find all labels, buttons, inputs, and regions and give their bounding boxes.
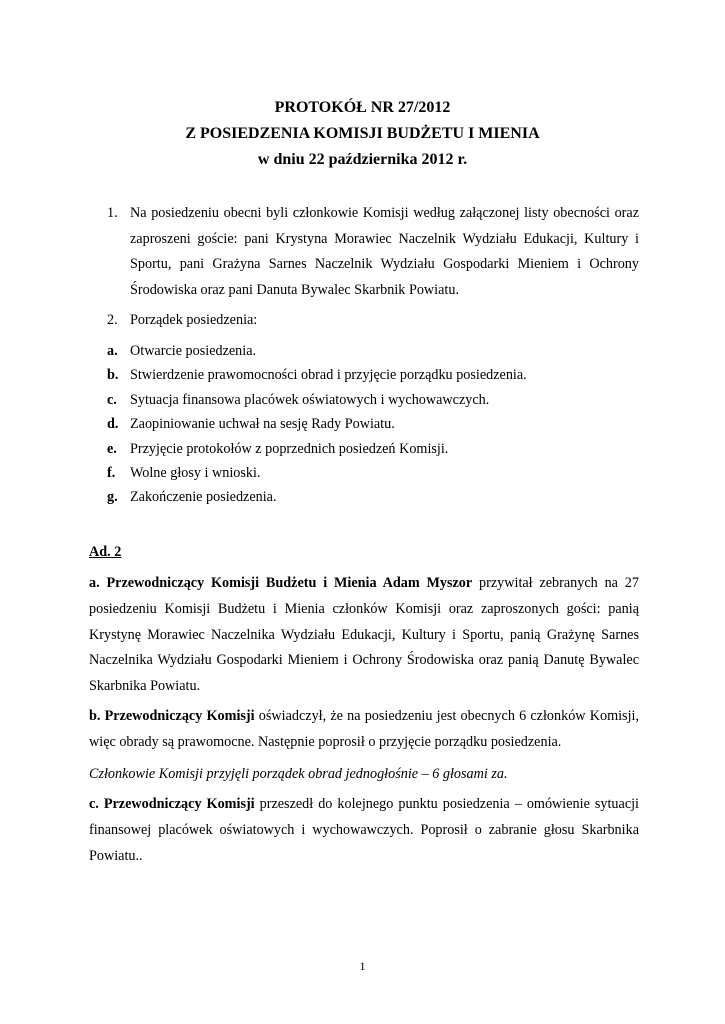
list-item-label: f.	[107, 464, 116, 481]
paragraph-b-text: oświadczył, że na posiedzeniu jest obecnych 6 członków Komisji, więc obrady są prawomocne. Następnie poprosił o przyjęcie porządku posiedzenia.	[89, 708, 639, 750]
numbered-item-agenda	[89, 308, 639, 334]
list-item-text: Zakończenie posiedzenia.	[130, 489, 277, 506]
list-item	[107, 339, 637, 363]
list-item-label: c.	[107, 391, 117, 408]
document-title: PROTOKÓŁ NR 27/2012	[274, 99, 451, 116]
paragraph-b-speaker: b. Przewodniczący Komisji	[89, 708, 255, 724]
list-item	[107, 437, 637, 461]
list-item	[107, 412, 637, 436]
list-item-label: g.	[107, 489, 118, 506]
list-item	[107, 461, 637, 485]
list-item-label: a.	[107, 343, 118, 359]
list-item-label: b.	[107, 367, 119, 384]
list-item	[107, 363, 637, 387]
paragraph-a-speaker: a. Przewodniczący Komisji Budżetu i Mienia Adam Myszor	[89, 575, 473, 591]
item-text: Na posiedzeniu obecni byli członkowie Komisji według załączonej listy obecności oraz zaproszeni goście: pani Krystyna Morawiec Naczelnik Wydziału Edukacji, Kultury i Sportu, pani Grażyna Sarnes Naczelnik Wydziału Gospodarki Mieniem i Ochrony Środowiska oraz pani Danuta Bywalec Skarbnik Powiatu.	[130, 205, 639, 298]
list-item-text: Sytuacja finansowa placówek oświatowych i wychowawczych.	[130, 391, 490, 408]
list-item-label: e.	[107, 440, 117, 457]
document-date: w dniu 22 października 2012 r.	[257, 151, 468, 168]
paragraph-c-speaker: c. Przewodniczący Komisji	[89, 796, 255, 812]
vote-result: Członkowie Komisji przyjęli porządek obrad jednogłośnie – 6 głosami za.	[89, 766, 508, 782]
list-item-text: Wolne głosy i wnioski.	[130, 464, 261, 481]
list-item-text: Przyjęcie protokołów z poprzednich posiedzeń Komisji.	[130, 440, 449, 457]
page-number: 1	[359, 959, 366, 973]
list-item-text: Stwierdzenie prawomocności obrad i przyjęcie porządku posiedzenia.	[130, 367, 527, 384]
section-heading-ad2: Ad. 2	[89, 544, 122, 560]
item-number: 2.	[107, 312, 118, 328]
paragraph-a	[89, 571, 639, 700]
paragraph-a-text: przywitał zebranych na 27 posiedzeniu Komisji Budżetu i Mienia członków Komisji oraz zaproszonych gości: panią Krystynę Morawiec Naczelnika Wydziału Edukacji, Kultury i Sportu, panią Grażynę Sarnes Naczelnika Wydziału Gospodarki Mieniem i Ochrony Środowiska oraz panią Danutę Bywalec Skarbnika Powiatu.	[89, 575, 639, 695]
list-item	[107, 485, 637, 509]
list-item-text: Otwarcie posiedzenia.	[130, 343, 257, 359]
paragraph-b	[89, 704, 639, 756]
list-item-label: d.	[107, 416, 119, 433]
list-item-text: Zaopiniowanie uchwał na sesję Rady Powiatu.	[130, 416, 395, 433]
document-subtitle: Z POSIEDZENIA KOMISJI BUDŻETU I MIENIA	[185, 125, 540, 142]
paragraph-c-text: przeszedł do kolejnego punktu posiedzenia – omówienie sytuacji finansowej placówek oświatowych i wychowawczych. Poprosił o zabranie głosu Skarbnika Powiatu..	[89, 796, 640, 864]
numbered-item-attendance	[89, 201, 639, 303]
list-item	[107, 388, 637, 412]
paragraph-c	[89, 792, 639, 869]
agenda-list	[107, 339, 637, 510]
item-number: 1.	[107, 205, 118, 221]
item-text: Porządek posiedzenia:	[130, 312, 258, 328]
